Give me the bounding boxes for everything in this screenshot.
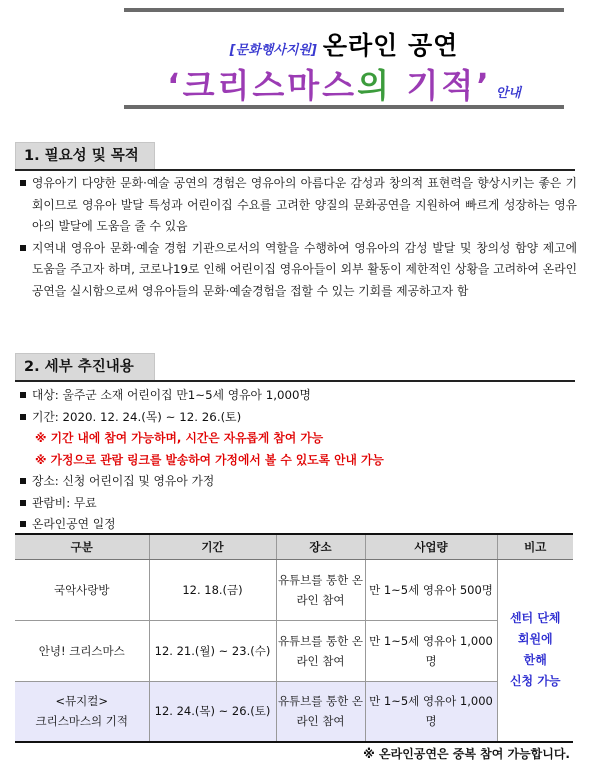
title-tag: [문화행사지원] <box>229 43 317 58</box>
program-name-line1: <뮤지컬> <box>55 694 109 709</box>
footer-note: ※ 온라인공연은 중복 참여 가능합니다. <box>363 747 570 761</box>
program-place: 유튜브를 통한 온라인 참여 <box>276 681 365 742</box>
column-header: 사업량 <box>365 534 497 559</box>
table-row <box>15 559 573 620</box>
title-big-part2: 의 <box>357 66 392 105</box>
period-item: 기간: 2020. 12. 24.(목) ~ 12. 26.(토) <box>15 407 577 429</box>
section1-item: 영유아기 다양한 문화·예술 공연의 경험은 영유아의 아름다운 감성과 창의적 표현력을 향상시키는 좋은 기회이므로 영유아 발달 특성과 어린이집 수요를 고려한 양질의 문화공연을 지원하여 빠르게 성장하는 영유아의 발달에 도움을 줄 수 있음 <box>15 173 577 238</box>
section1-heading: 1. 필요성 및 목적 <box>15 142 155 170</box>
title-bottom-rule <box>124 105 564 109</box>
title-main: 온라인 공연 <box>322 31 459 60</box>
column-header: 기간 <box>149 534 276 559</box>
schedule-table <box>15 533 573 743</box>
section1-list <box>15 173 577 302</box>
remark-line: 한해 <box>523 653 547 668</box>
title-suffix: 안내 <box>495 86 521 101</box>
title-big <box>167 60 492 107</box>
program-period: 12. 24.(목) ~ 26.(토) <box>149 681 276 742</box>
place-item: 장소: 신청 어린이집 및 영유아 가정 <box>15 471 577 493</box>
title-big-part1: ‘크리스마스 <box>167 66 358 105</box>
schedule-label: 온라인공연 일정 <box>15 514 577 536</box>
program-name <box>15 681 149 742</box>
program-amount: 만 1~5세 영유아 500명 <box>365 559 497 620</box>
column-header: 구분 <box>15 534 149 559</box>
program-name: 국악사랑방 <box>15 559 149 620</box>
program-place: 유튜브를 통한 온라인 참여 <box>276 559 365 620</box>
fee-item: 관람비: 무료 <box>15 493 577 515</box>
table-row <box>15 620 573 681</box>
program-amount: 만 1~5세 영유아 1,000명 <box>365 681 497 742</box>
program-period: 12. 21.(월) ~ 23.(수) <box>149 620 276 681</box>
program-amount: 만 1~5세 영유아 1,000명 <box>365 620 497 681</box>
section1-item: 지역내 영유아 문화·예술 경험 기관으로서의 역할을 수행하여 영유아의 감성 발달 및 창의성 함양 제고에 도움을 주고자 하며, 코로나19로 인해 어린이집 영유아들이 외부 활동이 제한적인 상황을 고려하여 온라인 공연을 실시함으로써 영유아들의 문화·예술경험을 접할 수 있는 기회를 제공하고자 함 <box>15 238 577 303</box>
table-row <box>15 681 573 742</box>
title-line-2 <box>124 60 564 107</box>
section2-heading: 2. 세부 추진내용 <box>15 353 155 381</box>
title-line-1 <box>164 26 524 62</box>
column-header: 장소 <box>276 534 365 559</box>
program-name: 안녕! 크리스마스 <box>15 620 149 681</box>
column-header: 비고 <box>497 534 573 559</box>
table-header-row <box>15 534 573 559</box>
program-name-line2: 크리스마스의 기적 <box>35 714 129 729</box>
remark-line: 회원에 <box>517 632 553 647</box>
program-place: 유튜브를 통한 온라인 참여 <box>276 620 365 681</box>
title-big-part3: 기적’ <box>406 66 492 105</box>
section1-rule <box>15 169 575 171</box>
title-top-rule <box>124 8 564 12</box>
section2-rule <box>15 380 575 382</box>
title-banner <box>124 8 564 109</box>
remark-cell <box>497 559 573 742</box>
remark-line: 센터 단체 <box>509 611 561 626</box>
section2-list <box>15 385 577 536</box>
note-item: ※ 기간 내에 참여 가능하며, 시간은 자유롭게 참여 가능 <box>35 431 324 445</box>
remark-line: 신청 가능 <box>509 674 561 689</box>
program-period: 12. 18.(금) <box>149 559 276 620</box>
target-item: 대상: 울주군 소재 어린이집 만1~5세 영유아 1,000명 <box>15 385 577 407</box>
note-item: ※ 가정으로 관람 링크를 발송하여 가정에서 볼 수 있도록 안내 가능 <box>35 452 384 467</box>
